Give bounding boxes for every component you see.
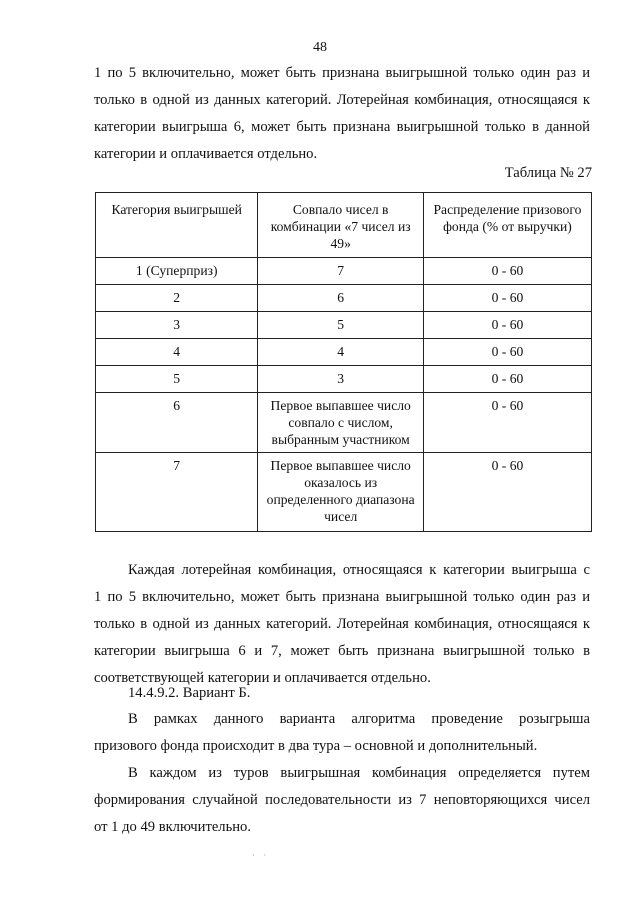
cell-category: 4 bbox=[96, 339, 258, 366]
cell-distribution: 0 - 60 bbox=[423, 339, 591, 366]
text-line: категории выигрыша 6 и 7, может быть признана выигрышной только в bbox=[94, 643, 590, 659]
header-distribution: Распределение призового фонда (% от выручки) bbox=[423, 193, 591, 258]
cell-category: 3 bbox=[96, 312, 258, 339]
table-row bbox=[96, 393, 592, 453]
cell-category: 2 bbox=[96, 285, 258, 312]
table-header-row bbox=[96, 193, 592, 258]
cell-category: 6 bbox=[96, 393, 258, 453]
table-row bbox=[96, 285, 592, 312]
cell-matched: 6 bbox=[258, 285, 424, 312]
table-row bbox=[96, 312, 592, 339]
cell-category: 7 bbox=[96, 453, 258, 532]
cell-matched: 5 bbox=[258, 312, 424, 339]
text-line: формирования случайной последовательности из 7 неповторяющихся чисел bbox=[94, 792, 590, 808]
cell-distribution: 0 - 60 bbox=[423, 393, 591, 453]
cell-distribution: 0 - 60 bbox=[423, 453, 591, 532]
intro-paragraph bbox=[94, 60, 590, 168]
cell-distribution: 0 - 60 bbox=[423, 285, 591, 312]
text-line: В каждом из туров выигрышная комбинация определяется путем bbox=[128, 765, 590, 781]
variant-b-paragraph bbox=[94, 706, 590, 760]
header-category: Категория выигрышей bbox=[96, 193, 258, 258]
text-line: соответствующей категории и оплачивается отдельно. bbox=[94, 670, 431, 686]
cell-matched: 7 bbox=[258, 258, 424, 285]
text-line: В рамках данного варианта алгоритма проведение розыгрыша bbox=[128, 711, 590, 727]
text-line: категории и оплачивается отдельно. bbox=[94, 146, 318, 162]
text-line: от 1 до 49 включительно. bbox=[94, 819, 251, 835]
cell-distribution: 0 - 60 bbox=[423, 312, 591, 339]
header-matched: Совпало чисел в комбинации «7 чисел из 49» bbox=[258, 193, 424, 258]
scan-artifact: · · bbox=[252, 850, 270, 860]
page-number: 48 bbox=[313, 40, 327, 55]
text-line: призового фонда происходит в два тура – основной и дополнительный. bbox=[94, 738, 538, 754]
cell-category: 5 bbox=[96, 366, 258, 393]
text-line: 1 по 5 включительно, может быть признана выигрышной только один раз и bbox=[94, 589, 590, 605]
tours-paragraph bbox=[94, 760, 590, 841]
table-row bbox=[96, 258, 592, 285]
text-line: только в одной из данных категорий. Лотерейная комбинация, относящаяся к bbox=[94, 616, 590, 632]
text-line: 1 по 5 включительно, может быть признана выигрышной только один раз и bbox=[94, 65, 590, 81]
heading-text: 14.4.9.2. Вариант Б. bbox=[128, 685, 251, 701]
cell-category: 1 (Суперприз) bbox=[96, 258, 258, 285]
text-line: только в одной из данных категорий. Лотерейная комбинация, относящаяся к bbox=[94, 92, 590, 108]
table-row bbox=[96, 339, 592, 366]
cell-matched: 3 bbox=[258, 366, 424, 393]
section-heading bbox=[94, 680, 590, 707]
text-line: Каждая лотерейная комбинация, относящаяся к категории выигрыша с bbox=[128, 562, 590, 578]
cell-distribution: 0 - 60 bbox=[423, 258, 591, 285]
cell-matched: Первое выпавшее число оказалось из определенного диапазона чисел bbox=[258, 453, 424, 532]
cell-matched: 4 bbox=[258, 339, 424, 366]
table-caption: Таблица № 27 bbox=[504, 165, 592, 181]
cell-distribution: 0 - 60 bbox=[423, 366, 591, 393]
text-line: категории выигрыша 6, может быть признана выигрышной только в данной bbox=[94, 119, 590, 135]
prize-table bbox=[95, 192, 592, 532]
cell-matched: Первое выпавшее число совпало с числом, выбранным участником bbox=[258, 393, 424, 453]
table-row bbox=[96, 453, 592, 532]
post-table-paragraph bbox=[94, 557, 590, 692]
table-row bbox=[96, 366, 592, 393]
